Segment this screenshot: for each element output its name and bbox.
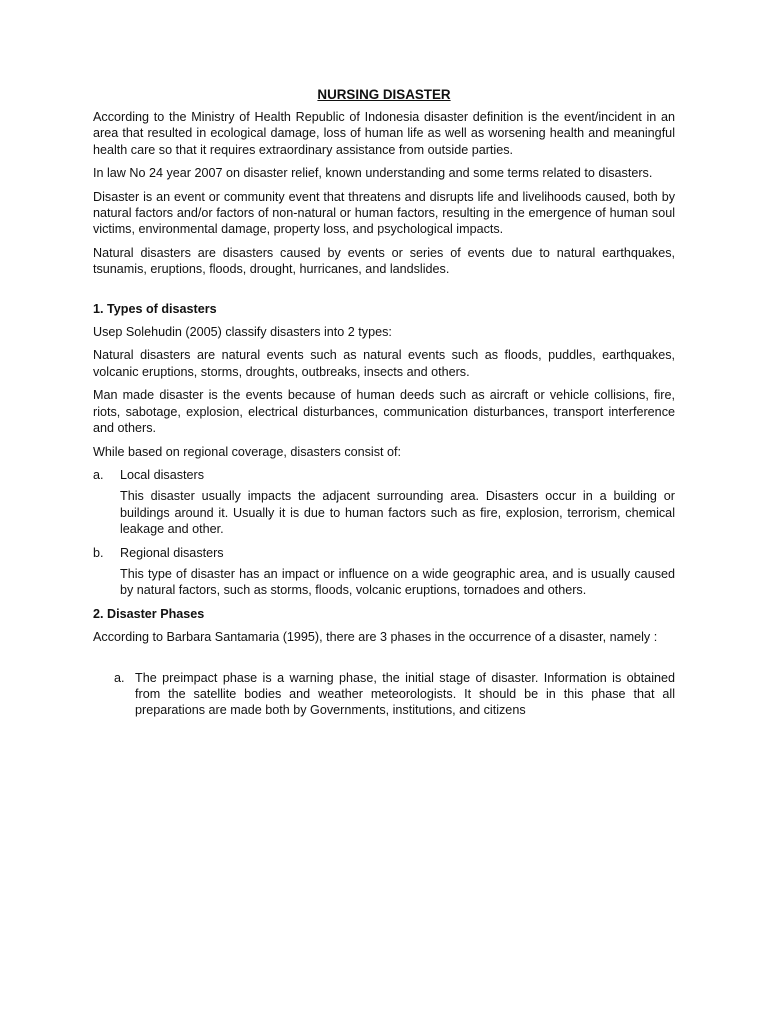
section1-paragraph-2: Natural disasters are natural events such as natural events such as floods, puddles, earthquakes, volcanic eruptions, storms, droughts, outbreaks, insects and others.: [93, 348, 675, 379]
document-page: [93, 86, 675, 719]
list-letter: b.: [93, 545, 104, 560]
list-item-local: [93, 467, 675, 483]
document-title: NURSING DISASTER: [317, 87, 451, 102]
section1-paragraph-3: Man made disaster is the events because of human deeds such as aircraft or vehicle collisions, fire, riots, sabotage, explosion, electrical disturbances, communication disturbances, transport interference and others.: [93, 388, 675, 436]
intro-paragraph-2: In law No 24 year 2007 on disaster relief, known understanding and some terms related to disasters.: [93, 166, 653, 181]
list-item-description: This disaster usually impacts the adjacent surrounding area. Disasters occur in a building or buildings around it. Usually it is due to human factors such as fire, explosion, terrorism, chemical leakage and other.: [120, 489, 675, 537]
intro-paragraph-4: Natural disasters are disasters caused by events or series of events due to natural earthquakes, tsunamis, eruptions, floods, drought, hurricanes, and landslides.: [93, 245, 675, 277]
section1-paragraph-1: Usep Solehudin (2005) classify disasters into 2 types:: [93, 325, 392, 340]
list-item-label: Local disasters: [120, 467, 204, 482]
section-heading-phases: 2. Disaster Phases: [93, 606, 205, 621]
section-heading-types: 1. Types of disasters: [93, 301, 217, 316]
phase-letter: a.: [114, 670, 125, 685]
intro-paragraph-1: According to the Ministry of Health Republic of Indonesia disaster definition is the event/incident in an area that resulted in ecological damage, loss of human life as well as worsening health and meaningful health care so that it requires extraordinary assistance from outside parties.: [93, 110, 675, 157]
list-item-regional: [93, 545, 675, 561]
section2-intro: According to Barbara Santamaria (1995), there are 3 phases in the occurrence of a disaster, namely :: [93, 630, 658, 645]
phase-description: The preimpact phase is a warning phase, the initial stage of disaster. Information is obtained from the satellite bodies and weather meteorologists. It should be in this phase that all preparations are made both by Governments, institutions, and citizens: [135, 670, 675, 718]
phase-item-preimpact: [93, 670, 675, 719]
intro-paragraph-3: Disaster is an event or community event that threatens and disrupts life and livelihoods caused, both by natural factors and/or factors of non-natural or human factors, resulting in the emergence of human soul victims, environmental damage, property loss, and psychological impacts.: [93, 189, 675, 237]
list-item-label: Regional disasters: [120, 545, 224, 560]
list-letter: a.: [93, 467, 104, 482]
phase-list: [93, 670, 675, 719]
list-item-description: This type of disaster has an impact or influence on a wide geographic area, and is usually caused by natural factors, such as storms, floods, volcanic eruptions, tornadoes and others.: [120, 566, 675, 598]
section1-paragraph-4: While based on regional coverage, disasters consist of:: [93, 444, 402, 459]
